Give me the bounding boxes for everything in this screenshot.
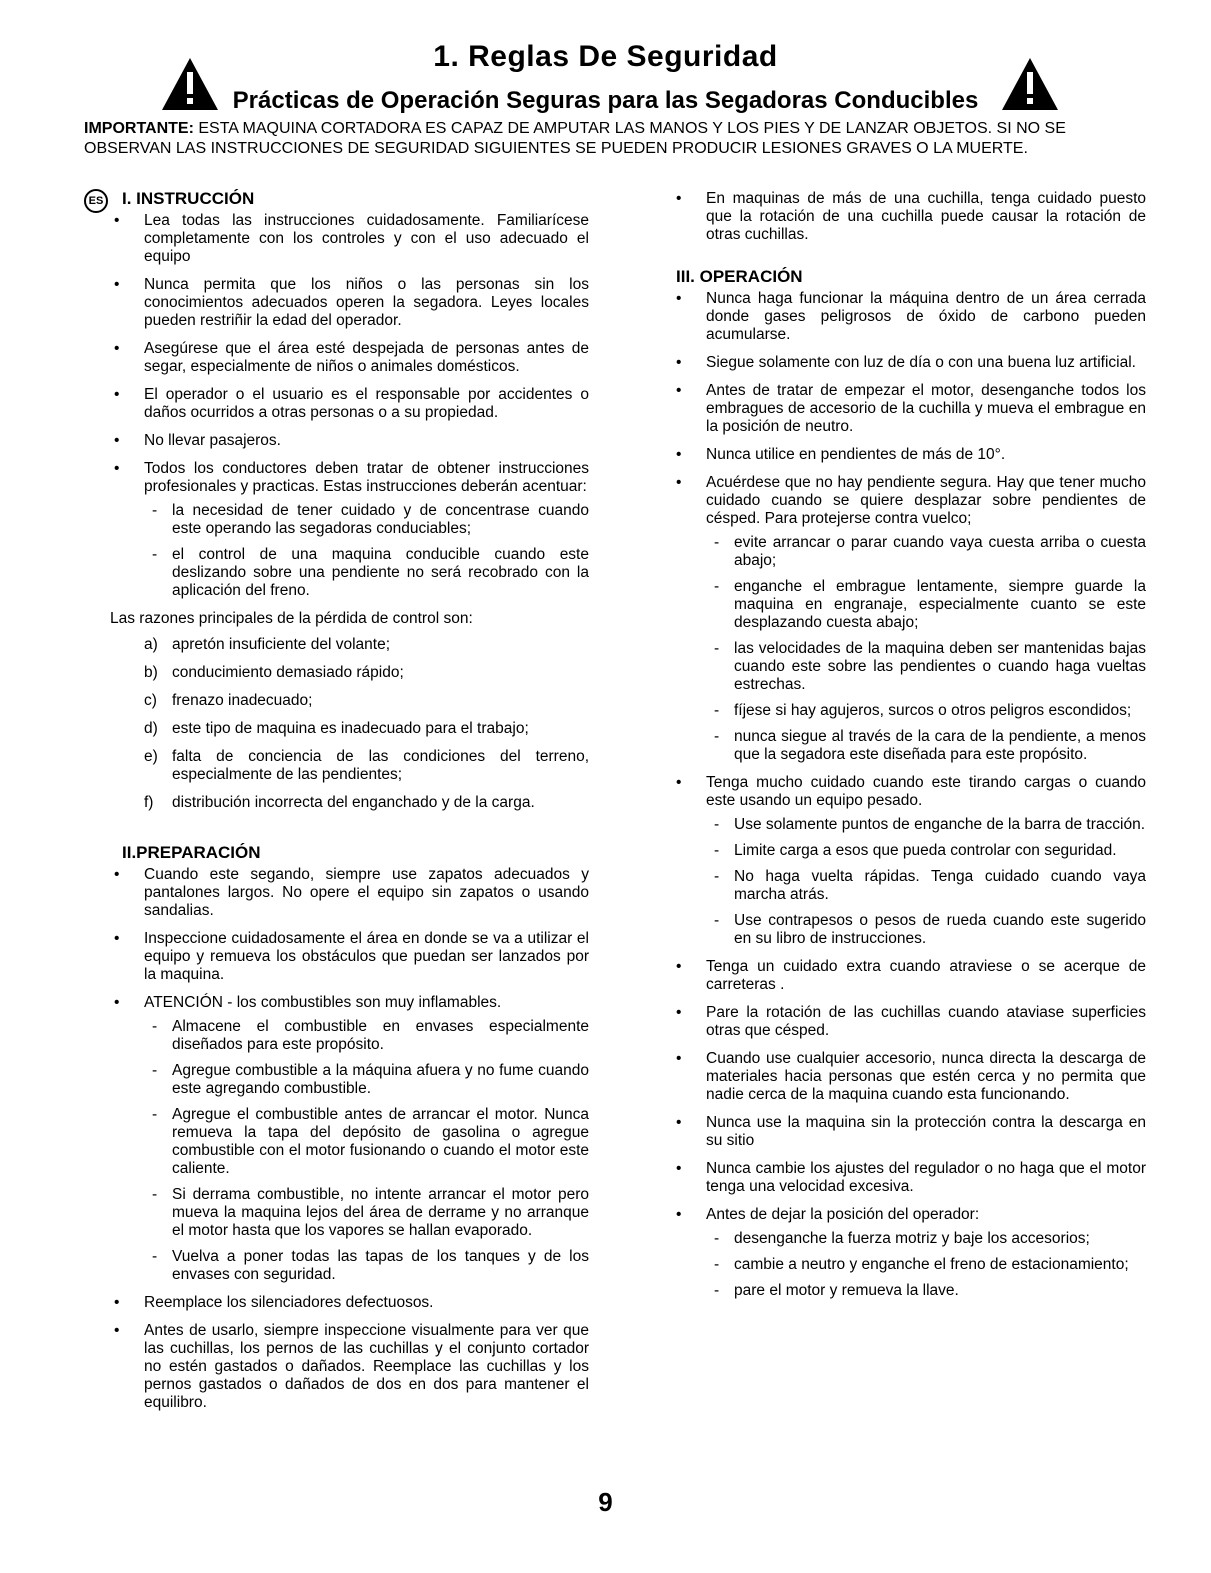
intro-list: [676, 190, 1146, 244]
list-item: [114, 460, 589, 600]
list-item: [676, 1206, 1146, 1300]
reason-label: d): [144, 720, 158, 737]
list-item: • Cuando use cualquier accesorio, nunca directa la descarga de materiales hacia personas que estén cerca y no permita que nadie cerca de la maquina cuando esta funcionando.: [676, 1050, 1146, 1104]
list-item: • Nunca permita que los niños o las personas sin los conocimientos adecuados operen la segadora. Leyes locales pueden restriñir la edad del operador.: [114, 276, 589, 330]
list-item-text: Todos los conductores deben tratar de obtener instrucciones profesionales y practicas. Estas instrucciones deberán acentuar:: [144, 460, 589, 495]
preparacion-list: [114, 866, 589, 1412]
list-item-text: Antes de dejar la posición del operador:: [706, 1206, 980, 1223]
list-item: [676, 474, 1146, 764]
sub-list-item: - desenganche la fuerza motriz y baje los accesorios;: [706, 1230, 1146, 1248]
reasons-list: [144, 636, 589, 812]
reason-text: distribución incorrecta del enganchado y de la carga.: [172, 794, 535, 811]
reasons-intro: Las razones principales de la pérdida de control son:: [110, 610, 473, 627]
sub-list: [706, 1230, 1146, 1300]
reason-label: f): [144, 794, 154, 811]
sub-list-item: - Si derrama combustible, no intente arrancar el motor pero mueva la maquina lejos del área de derrame y no arranque el motor hasta que los vapores se hallan evaporado.: [144, 1186, 589, 1240]
reason-item: [144, 636, 589, 654]
sub-list-item: - Limite carga a esos que pueda controlar con seguridad.: [706, 842, 1146, 860]
list-item: • Antes de usarlo, siempre inspeccione visualmente para ver que las cuchillas, los pernos de las cuchillas y el conjunto cortador no estén gastados o dañados. Reemplace las cuchillas y los pernos gastados o dañados de dos en dos para mantener el equilibro.: [114, 1322, 589, 1412]
reason-label: e): [144, 748, 158, 765]
reason-text: apretón insuficiente del volante;: [172, 636, 391, 653]
section-heading-preparacion: II.PREPARACIÓN: [122, 843, 261, 862]
reason-text: frenazo inadecuado;: [172, 692, 313, 709]
reason-item: [144, 748, 589, 784]
sub-list-item: - cambie a neutro y enganche el freno de estacionamiento;: [706, 1256, 1146, 1274]
important-warning: [84, 119, 1144, 159]
instruccion-list: [114, 212, 589, 600]
sub-list-item: - pare el motor y remueva la llave.: [706, 1282, 1146, 1300]
reason-label: c): [144, 692, 157, 709]
reason-item: [144, 720, 589, 738]
sub-list-item: - No haga vuelta rápidas. Tenga cuidado cuando vaya marcha atrás.: [706, 868, 1146, 904]
sub-list-item: - Almacene el combustible en envases especialmente diseñados para este propósito.: [144, 1018, 589, 1054]
list-item: • En maquinas de más de una cuchilla, tenga cuidado puesto que la rotación de una cuchilla puede causar la rotación de otras cuchillas.: [676, 190, 1146, 244]
reason-text: falta de conciencia de las condiciones del terreno, especialmente de las pendientes;: [172, 748, 589, 783]
warning-label: IMPORTANTE:: [84, 120, 194, 137]
list-item: • Tenga un cuidado extra cuando atraviese o se acerque de carreteras .: [676, 958, 1146, 994]
sub-list-item: - evite arrancar o parar cuando vaya cuesta arriba o cuesta abajo;: [706, 534, 1146, 570]
sub-list-item: - las velocidades de la maquina deben ser mantenidas bajas cuando este sobre las pendientes o cuando haga vueltas estrechas.: [706, 640, 1146, 694]
sub-list: [706, 816, 1146, 948]
sub-list-item: - la necesidad de tener cuidado y de concentrase cuando este operando las segadoras conduciables;: [144, 502, 589, 538]
list-item: • Antes de tratar de empezar el motor, desenganche todos los embragues de accesorio de la cuchilla y mueva el embrague en la posición de neutro.: [676, 382, 1146, 436]
list-item: • Reemplace los silenciadores defectuosos.: [114, 1294, 589, 1312]
sub-list-item: - Vuelva a poner todas las tapas de los tanques y de los envases con seguridad.: [144, 1248, 589, 1284]
list-item: [114, 994, 589, 1284]
list-item: • Nunca utilice en pendientes de más de 10°.: [676, 446, 1146, 464]
sub-list-item: - Agregue el combustible antes de arrancar el motor. Nunca remueva la tapa del depósito de gasolina o agregue combustible con el motor fusionando o cuando el motor este caliente.: [144, 1106, 589, 1178]
list-item-text: ATENCIÓN - los combustibles son muy inflamables.: [144, 994, 502, 1011]
section-heading-instruccion: I. INSTRUCCIÓN: [122, 189, 255, 208]
sub-list-item: - el control de una maquina conducible cuando este deslizando sobre una pendiente no será recobrado con la aplicación del freno.: [144, 546, 589, 600]
list-item: • Asegúrese que el área esté despejada de personas antes de segar, especialmente de niños o animales domésticos.: [114, 340, 589, 376]
operacion-list: [676, 290, 1146, 1300]
sub-list-item: - Agregue combustible a la máquina afuera y no fume cuando este agregando combustible.: [144, 1062, 589, 1098]
reason-item: [144, 794, 589, 812]
page-number: 9: [598, 1487, 613, 1517]
reason-text: conducimiento demasiado rápido;: [172, 664, 404, 681]
sub-list-item: - fíjese si hay agujeros, surcos o otros peligros escondidos;: [706, 702, 1146, 720]
list-item: • Nunca haga funcionar la máquina dentro de un área cerrada donde gases peligrosos de óxido de carbono pueden acumularse.: [676, 290, 1146, 344]
list-item: • Lea todas las instrucciones cuidadosamente. Familiarícese completamente con los controles y con el uso adecuado el equipo: [114, 212, 589, 266]
sub-list-item: - nunca siegue al través de la cara de la pendiente, a menos que la segadora este diseñada para este propósito.: [706, 728, 1146, 764]
list-item: • Inspeccione cuidadosamente el área en donde se va a utilizar el equipo y remueva los obstáculos que puedan ser lanzados por la maquina.: [114, 930, 589, 984]
list-item: • El operador o el usuario es el responsable por accidentes o daños ocurridos a otras personas o a su propiedad.: [114, 386, 589, 422]
warning-text: ESTA MAQUINA CORTADORA ES CAPAZ DE AMPUTAR LAS MANOS Y LOS PIES Y DE LANZAR OBJETOS. SI NO SE OBSERVAN LAS INSTRUCCIONES DE SEGURIDAD SIGUIENTES SE PUEDEN PRODUCIR LESIONES GRAVES O LA MUERTE.: [84, 120, 1066, 157]
sub-list-item: - Use solamente puntos de enganche de la barra de tracción.: [706, 816, 1146, 834]
sub-list-item: - enganche el embrague lentamente, siempre guarde la maquina en engranaje, especialmente cuanto se este desplazando cuesta abajo;: [706, 578, 1146, 632]
list-item: • Nunca use la maquina sin la protección contra la descarga en su sitio: [676, 1114, 1146, 1150]
list-item: • No llevar pasajeros.: [114, 432, 589, 450]
sub-list: [144, 1018, 589, 1284]
sub-list: [144, 502, 589, 600]
page-subtitle: Prácticas de Operación Seguras para las Segadoras Conducibles: [232, 87, 979, 114]
sub-list-item: - Use contrapesos o pesos de rueda cuando este sugerido en su libro de instrucciones.: [706, 912, 1146, 948]
right-column: [676, 190, 1146, 1310]
reason-item: [144, 664, 589, 682]
reason-text: este tipo de maquina es inadecuado para el trabajo;: [172, 720, 529, 737]
sub-list: [706, 534, 1146, 764]
list-item: • Cuando este segando, siempre use zapatos adecuados y pantalones largos. No opere el equipo sin zapatos o usando sandalias.: [114, 866, 589, 920]
list-item: • Nunca cambie los ajustes del regulador o no haga que el motor tenga una velocidad excesiva.: [676, 1160, 1146, 1196]
reason-label: a): [144, 636, 158, 653]
list-item-text: Tenga mucho cuidado cuando este tirando cargas o cuando este usando un equipo pesado.: [706, 774, 1146, 809]
language-badge: ES: [84, 189, 108, 213]
section-heading-operacion: III. OPERACIÓN: [676, 267, 803, 286]
reason-label: b): [144, 664, 158, 681]
page-title: 1. Reglas De Seguridad: [433, 40, 778, 73]
left-column: [110, 189, 589, 1422]
list-item: • Siegue solamente con luz de día o con una buena luz artificial.: [676, 354, 1146, 372]
list-item: [676, 774, 1146, 948]
list-item-text: Acuérdese que no hay pendiente segura. Hay que tener mucho cuidado cuando se quiere desplazar sobre pendientes de césped. Para protejerse contra vuelco;: [706, 474, 1146, 527]
reason-item: [144, 692, 589, 710]
list-item: • Pare la rotación de las cuchillas cuando ataviase superficies otras que césped.: [676, 1004, 1146, 1040]
